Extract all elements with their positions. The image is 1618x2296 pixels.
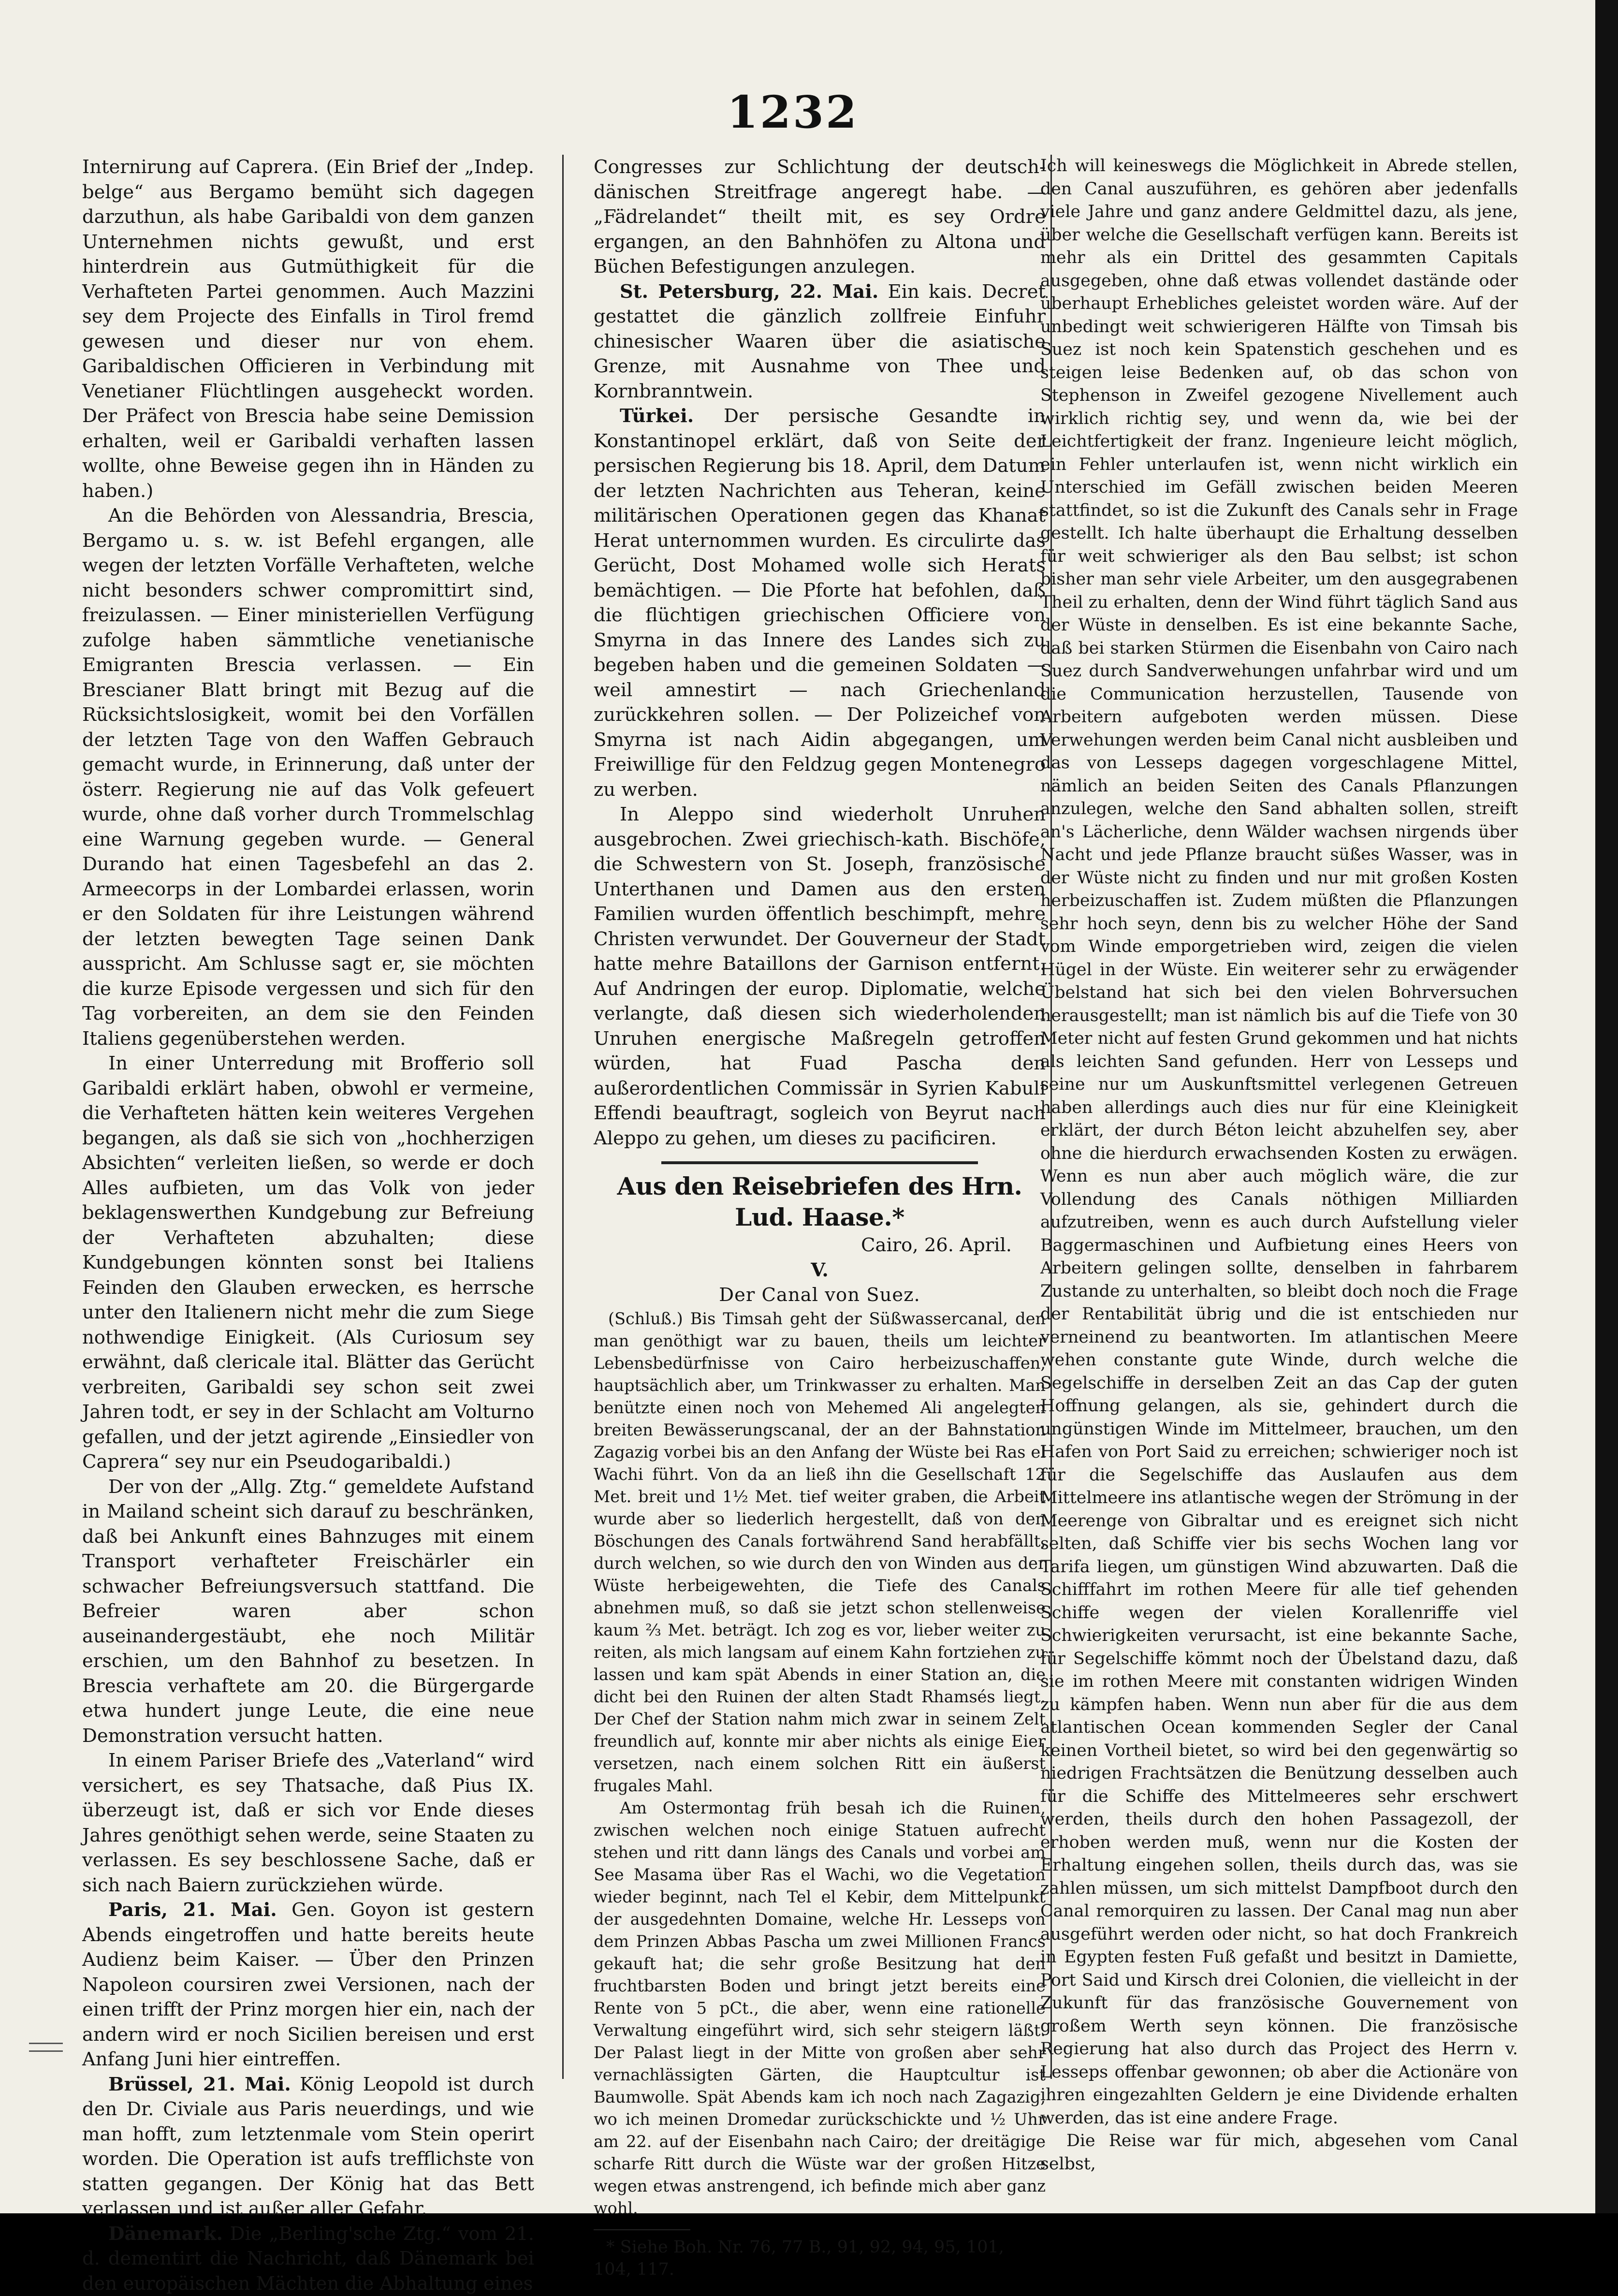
news-item-bruessel: [82, 2072, 534, 2222]
column-1: [82, 155, 534, 2185]
feuilleton-body: [594, 1308, 1046, 2220]
paragraph: In einem Pariser Briefe des „Vaterland“ wird versichert, es sey Thatsache, daß Pius IX. überzeugt ist, daß er sich vor Ende dieses Jahres genöthigt sehen werde, seine Staaten zu verlassen. Es sey beschlossene Sache, daß er sich nach Baiern zurückziehen würde.: [82, 1748, 534, 1898]
news-text: Der persische Gesandte in Konstantinopel erklärt, daß von Seite der persischen Regierung bis 18. April, dem Datum der letzten Nachrichten aus Teheran, keine militärischen Operationen gegen das Khanat Herat unternommen wurden. Es circulirte das Gerücht, Dost Mohamed wolle sich Herats bemächtigen. — Die Pforte hat befohlen, daß die flüchtigen griechischen Officiere von Smyrna in das Innere des Landes sich zu begeben haben und die gemeinen Soldaten — weil amnestirt — nach Griechenland zurückkehren sollen. — Der Polizeichef von Smyrna ist nach Aidin abgegangen, um Freiwillige für den Feldzug gegen Montenegro zu werben.: [594, 405, 1046, 801]
paragraph: In einer Unterredung mit Brofferio soll Garibaldi erklärt haben, obwohl er vermeine, die Verhafteten hätten kein weiteres Vergehen begangen, als daß sie sich von „hochherzigen Absichten“ verleiten ließen, so werde er doch Alles aufbieten, um das Volk von jeder beklagenswerthen Kundgebung zur Befreiung der Verhafteten abzuhalten; diese Kundgebungen könnten sonst bei Italiens Feinden den Glauben erwecken, es herrsche unter den Italienern nicht mehr die zum Siege nothwendige Einigkeit. (Als Curiosum sey erwähnt, daß clericale ital. Blätter das Gerücht verbreiten, Garibaldi sey schon seit zwei Jahren todt, er sey in der Schlacht am Volturno gefallen, und der jetzt agirende „Einsiedler von Caprera“ sey nur ein Pseudogaribaldi.): [82, 1051, 534, 1475]
news-item-petersburg: [594, 279, 1046, 404]
news-item-paris: [82, 1898, 534, 2072]
dateline: Paris, 21. Mai.: [108, 1899, 277, 1921]
dateline: Dänemark.: [108, 2223, 223, 2245]
news-text: König Leopold ist durch den Dr. Civiale aus Paris neuerdings, und wie man hofft, zum letztenmale vom Stein operirt worden. Die Operation ist aufs trefflichste von statten gegangen. Der König hat das Bett verlassen und ist außer aller Gefahr.: [82, 2074, 534, 2220]
margin-mark: [29, 2050, 63, 2052]
paragraph: Der von der „Allg. Ztg.“ gemeldete Aufstand in Mailand scheint sich darauf zu beschränken, daß bei Ankunft eines Bahnzuges mit einem Transport verhafteter Freischärler ein schwacher Befreiungsversuch stattfand. Die Befreier waren aber schon auseinandergestäubt, ehe noch Militär erschien, um den Bahnhof zu besetzen. In Brescia verhaftete am 20. die Bürgergarde etwa hundert junge Leute, die eine neue Demonstration versucht hatten.: [82, 1475, 534, 1749]
footnote-rule: [594, 2229, 690, 2230]
news-text: Gen. Goyon ist gestern Abends eingetroffen und hatte bereits heute Audienz beim Kaiser. — Über den Prinzen Napoleon coursiren zwei Versionen, nach der einen trifft der Prinz morgen hier ein, nach der andern wird er noch Sicilien bereisen und erst Anfang Juni hier eintreffen.: [82, 1899, 534, 2070]
page-number: 1232: [720, 86, 865, 138]
paragraph: Internirung auf Caprera. (Ein Brief der „Indep. belge“ aus Bergamo bemüht sich dagegen darzuthun, als habe Garibaldi von dem ganzen Unternehmen nichts gewußt, und erst hinterdrein aus Gutmüthigkeit für die Verhafteten Partei genommen. Auch Mazzini sey dem Projecte des Einfalls in Tirol fremd gewesen und dieser nur von ehem. Garibaldischen Officieren in Verbindung mit Venetianer Flüchtlingen ausgeheckt worden. Der Präfect von Brescia habe seine Demission erhalten, weil er Garibaldi verhaften lassen wollte, ohne Beweise gegen ihn in Händen zu haben.): [82, 155, 534, 503]
dateline: Brüssel, 21. Mai.: [108, 2074, 291, 2095]
feuilleton-subheading: Der Canal von Suez.: [594, 1283, 1046, 1308]
footnote: * Siehe Boh. Nr. 76, 77 B., 91, 92, 94, 95, 101, 104, 117.: [594, 2236, 1046, 2281]
paragraph: In Aleppo sind wiederholt Unruhen ausgebrochen. Zwei griechisch-kath. Bischöfe, die Schwestern von St. Joseph, französische Unterthanen und Damen aus den ersten Familien wurden öffentlich beschimpft, mehre Christen verwundet. Der Gouverneur der Stadt hatte mehre Bataillons der Garnison entfernt. Auf Andringen der europ. Diplomatie, welche verlangte, daß diesen sich wiederholenden Unruhen energische Maßregeln getroffen würden, hat Fuad Pascha den außerordentlichen Commissär in Syrien Kabuli Effendi beauftragt, sogleich von Beyrut nach Aleppo zu gehen, um dieses zu pacificiren.: [594, 802, 1046, 1151]
paragraph: An die Behörden von Alessandria, Brescia, Bergamo u. s. w. ist Befehl ergangen, alle wegen der letzten Vorfälle Verhafteten, welche nicht besonders schwer compromittirt sind, freizulassen. — Einer ministeriellen Verfügung zufolge haben sämmtliche venetianische Emigranten Brescia verlassen. — Ein Brescianer Blatt bringt mit Bezug auf die Rücksichtslosigkeit, womit bei den Vorfällen der letzten Tage von den Waffen Gebrauch gemacht wurde, in Erinnerung, daß unter der österr. Regierung nie auf das Volk gefeuert wurde, ohne daß vorher durch Trommelschlag eine Warnung gegeben wurde. — General Durando hat einen Tagesbefehl an das 2. Armeecorps in der Lombardei erlassen, worin er den Soldaten für ihre Leistungen während der letzten bewegten Tage seinen Dank ausspricht. Am Schlusse sagt er, sie möchten die kurze Episode vergessen und sich für den Tag vorbereiten, an dem sie den Feinden Italiens gegenüberstehen werden.: [82, 503, 534, 1051]
column-2: [594, 155, 1046, 2185]
news-text: Ein kais. Decret gestattet die gänzlich zollfreie Einfuhr chinesischer Waaren über die asiatische Grenze, mit Ausnahme von Thee und Kornbranntwein.: [594, 281, 1046, 402]
paragraph: Am Ostermontag früh besah ich die Ruinen, zwischen welchen noch einige Statuen aufrecht stehen und ritt dann längs des Canals und vorbei am See Masama über Ras el Wachi, wo die Vegetation wieder beginnt, nach Tel el Kebir, dem Mittelpunkt der ausgedehnten Domaine, welche Hr. Lesseps von dem Prinzen Abbas Pascha um zwei Millionen Francs gekauft hat; die sehr große Besitzung hat den fruchtbarsten Boden und bringt jetzt bereits eine Rente von 5 pCt., die aber, wenn eine rationelle Verwaltung eingeführt wird, sich sehr steigern läßt. Der Palast liegt in der Mitte von großen aber sehr vernachlässigten Gärten, die Hauptcultur ist Baumwolle. Spät Abends kam ich noch nach Zagazig, wo ich meinen Dromedar zurückschickte und ½ Uhr am 22. auf der Eisenbahn nach Cairo; der dreitägige scharfe Ritt durch die Wüste war der großen Hitze wegen etwas anstrengend, ich befinde mich aber ganz wohl.: [594, 1797, 1046, 2220]
news-text: Die „Berling'sche Ztg.“ vom 21. d. dementirt die Nachricht, daß Dänemark bei den europäischen Mächten die Abhaltung eines: [82, 2223, 534, 2295]
paragraph: Die Reise war für mich, abgesehen vom Canal selbst,: [1040, 2130, 1518, 2176]
paragraph: (Schluß.) Bis Timsah geht der Süßwassercanal, den man genöthigt war zu bauen, theils um leichter Lebensbedürfnisse von Cairo herbeizuschaffen, hauptsächlich aber, um Trinkwasser zu erhalten. Man benützte einen noch von Mehemed Ali angelegten breiten Bewässerungscanal, der an der Bahnstation Zagazig vorbei bis an den Anfang der Wüste bei Ras el Wachi führt. Von da an ließ ihn die Gesellschaft 12 Met. breit und 1½ Met. tief weiter graben, die Arbeit wurde aber so liederlich hergestellt, daß von den Böschungen des Canals fortwährend Sand herabfällt, durch welchen, so wie durch den von Winden aus der Wüste herbeigewehten, die Tiefe des Canals abnehmen muß, so daß sie jetzt schon stellenweise kaum ⅔ Met. beträgt. Ich zog es vor, lieber weiter zu reiten, als mich langsam auf einem Kahn fortziehen zu lassen und kam spät Abends in einer Station an, die dicht bei den Ruinen der alten Stadt Rhamsés liegt. Der Chef der Station nahm mich zwar in seinem Zelt freundlich auf, konnte mir aber nichts als einige Eier versetzen, nach einem solchen Ritt ein äußerst frugales Mahl.: [594, 1308, 1046, 1797]
scan-edge: [1595, 0, 1618, 2213]
news-item-daenemark: [82, 2222, 534, 2296]
dateline: St. Petersburg, 22. Mai.: [620, 281, 878, 303]
column-divider-left: [562, 155, 564, 2079]
feuilleton-numeral: V.: [594, 1258, 1046, 1283]
column-3: [1040, 155, 1518, 2185]
news-item-tuerkei: [594, 404, 1046, 802]
paragraph: Congresses zur Schlichtung der deutsch-dänischen Streitfrage angeregt habe. — „Fädrelandet“ theilt mit, es sey Ordre ergangen, an den Bahnhöfen zu Altona und Büchen Befestigungen anzulegen.: [594, 155, 1046, 279]
feuilleton-heading: Aus den Reisebriefen des Hrn. Lud. Haase.*: [594, 1171, 1046, 1233]
paragraph: Ich will keineswegs die Möglichkeit in Abrede stellen, den Canal auszuführen, es gehören aber jedenfalls viele Jahre und ganz andere Geldmittel dazu, als jene, über welche die Gesellschaft verfügen kann. Bereits ist mehr als ein Drittel des gesammten Capitals ausgegeben, ohne daß etwas vollendet dastände oder überhaupt Erhebliches geleistet worden wäre. Auf der unbedingt weit schwierigeren Hälfte von Timsah bis Suez ist noch kein Spatenstich geschehen und es steigen leise Bedenken auf, ob das schon von Stephenson in Zweifel gezogene Nivellement auch wirklich richtig sey, und wenn da, wie bei der Leichtfertigkeit der franz. Ingenieure leicht möglich, ein Fehler unterlaufen ist, wenn nicht wirklich ein Unterschied im Gefäll zwischen beiden Meeren stattfindet, so ist die Zukunft des Canals sehr in Frage gestellt. Ich halte überhaupt die Erhaltung desselben für weit schwieriger als den Bau selbst; ist schon bisher man sehr viele Arbeiter, um den ausgegrabenen Theil zu erhalten, denn der Wind führt täglich Sand aus der Wüste in denselben. Es ist eine bekannte Sache, daß bei starken Stürmen die Eisenbahn von Cairo nach Suez durch Sandverwehungen unfahrbar wird und um die Communication herzustellen, Tausende von Arbeitern aufgeboten werden müssen. Diese Verwehungen werden beim Canal nicht ausbleiben und das von Lesseps dagegen vorgeschlagene Mittel, nämlich an beiden Seiten des Canals Pflanzungen anzulegen, welche den Sand abhalten sollen, streift an's Lächerliche, denn Wälder wachsen nirgends über Nacht und jede Pflanze braucht süßes Wasser, was in der Wüste nicht zu finden und nur mit großen Kosten herbeizuschaffen ist. Zudem müßten die Pflanzungen sehr hoch seyn, denn bis zu welcher Höhe der Sand vom Winde emporgetrieben wird, zeigen die vielen Hügel in der Wüste. Ein weiterer sehr zu erwägender Übelstand hat sich bei den vielen Bohrversuchen herausgestellt; man ist nämlich bis auf die Tiefe von 30 Meter nicht auf festen Grund gekommen und hat nichts als leichten Sand gefunden. Herr von Lesseps und seine nur um Auskunftsmittel verlegenen Getreuen haben allerdings auch dies nur für eine Kleinigkeit erklärt, der durch Béton leicht abzuhelfen sey, aber ohne die hierdurch erwachsenden Kosten zu erwägen. Wenn es nun aber auch möglich wäre, die zur Vollendung des Canals nöthigen Milliarden aufzutreiben, wenn es auch durch Aufstellung vieler Baggermaschinen und Aufbietung eines Heers von Arbeitern gelingen sollte, denselben in fahrbarem Zustande zu unterhalten, so bleibt doch noch die Frage der Rentabilität übrig und die ist entschieden nur verneinend zu beantworten. Im atlantischen Meere wehen constante gute Winde, durch welche die Segelschiffe in derselben Zeit an das Cap der guten Hoffnung gelangen, als sie, gehindert durch die ungünstigen Winde im Mittelmeer, brauchen, um den Hafen von Port Said zu erreichen; schwieriger noch ist für die Segelschiffe das Auslaufen aus dem Mittelmeere ins atlantische wegen der Strömung in der Meerenge von Gibraltar und es ereignet sich nicht selten, daß Schiffe vier bis sechs Wochen lang vor Tarifa liegen, um günstigen Wind abzuwarten. Daß die Schifffahrt im rothen Meere für alle tief gehenden Schiffe wegen der vielen Korallenriffe viel Schwierigkeiten verursacht, ist eine bekannte Sache, für Segelschiffe kömmt noch der Übelstand dazu, daß sie im rothen Meere mit constanten widrigen Winden zu kämpfen haben. Wenn nun aber für die aus dem atlantischen Ocean kommenden Segler der Canal keinen Vortheil bietet, so wird bei den gegenwärtig so niedrigen Frachtsätzen die Benützung desselben auch für die Schiffe des Mittelmeeres sehr erschwert werden, theils durch den hohen Passagezoll, der erhoben werden muß, wenn nur die Kosten der Erhaltung eingehen sollen, theils durch das, was sie zahlen müssen, um sich mittelst Dampfboot durch den Canal remorquiren zu lassen. Der Canal mag nun aber ausgeführt werden oder nicht, so hat doch Frankreich in Egypten festen Fuß gefaßt und besitzt in Damiette, Port Said und Kirsch drei Colonien, die vielleicht in der Zukunft für das französische Gouvernement von großem Werth seyn können. Die französische Regierung hat also durch das Project des Herrn v. Lesseps offenbar gewonnen; ob aber die Actionäre von ihren eingezahlten Geldern je eine Dividende erhalten werden, das ist eine andere Frage.: [1040, 155, 1518, 2130]
section-rule: [661, 1161, 978, 1164]
dateline: Türkei.: [620, 405, 694, 427]
feuilleton-place-date: Cairo, 26. April.: [594, 1233, 1046, 1258]
margin-mark: [29, 2043, 63, 2044]
